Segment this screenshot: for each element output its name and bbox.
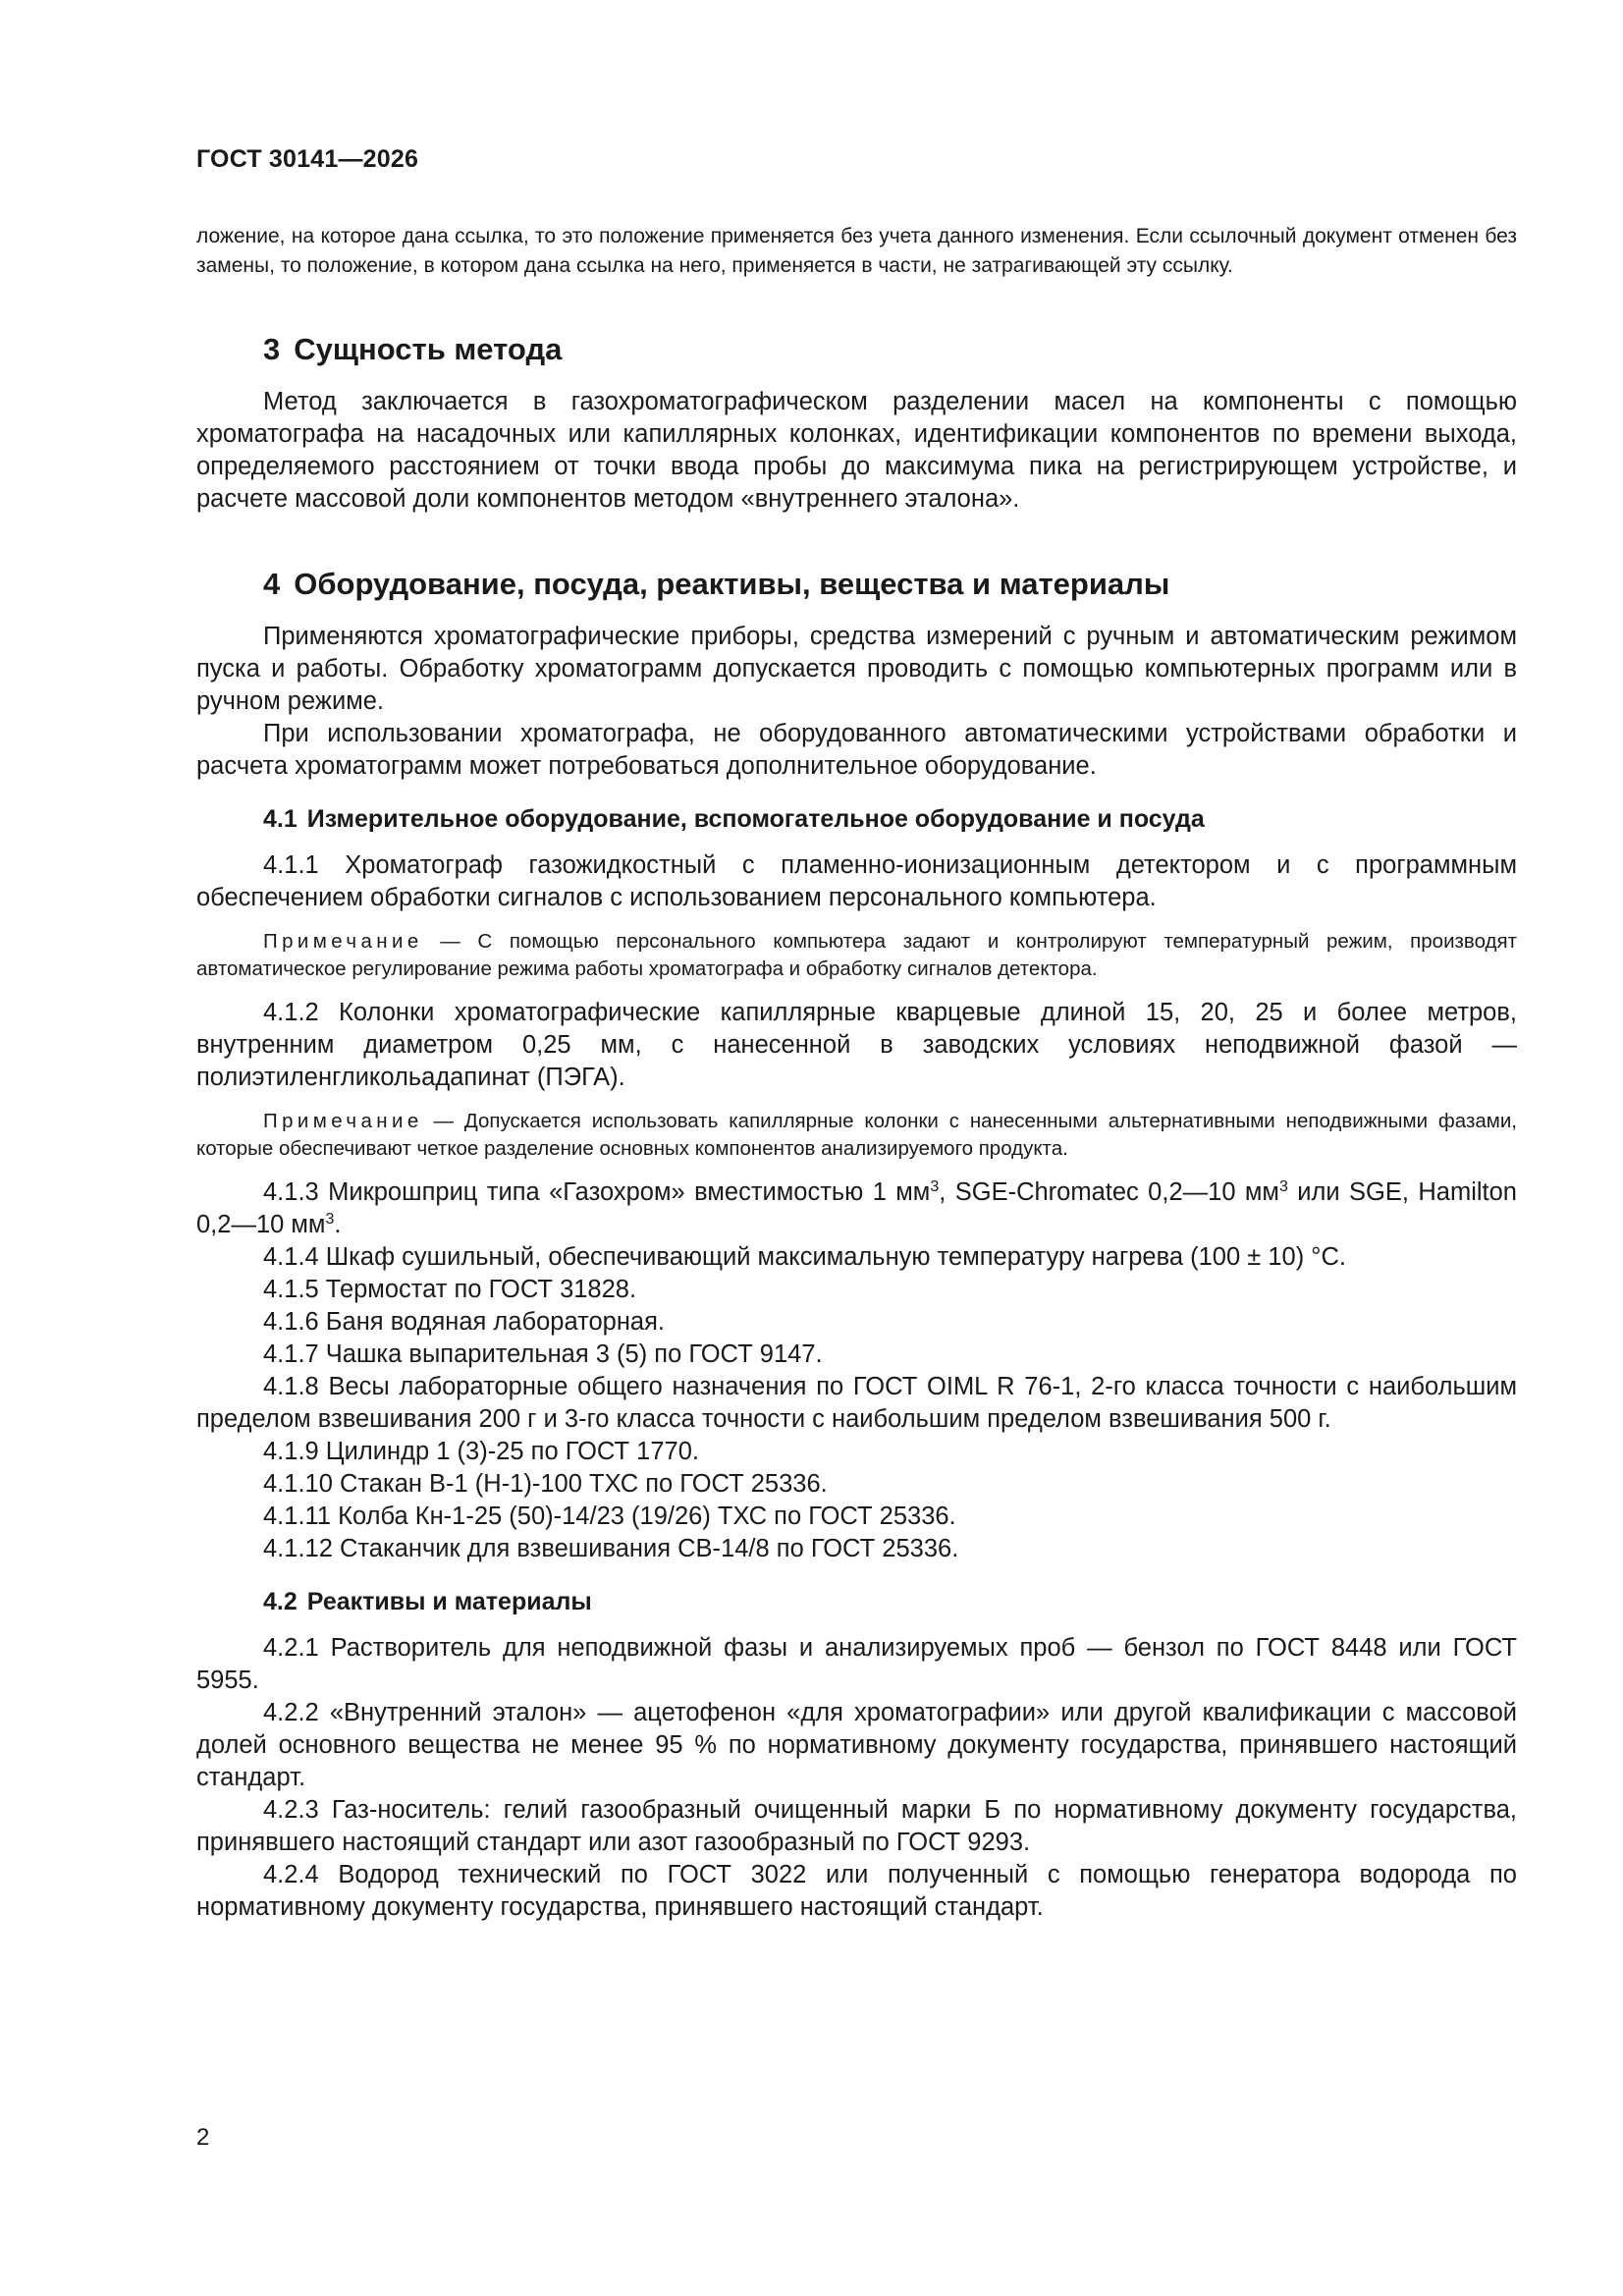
subsection-number: 4.1 [263, 805, 298, 833]
intro-paragraph: ложение, на которое дана ссылка, то это положение применяется без учета данного изменения. Если ссылочный документ отменен без замены, то положение, в котором дана ссылка на него, применяется в части, не затрагивающей эту ссылку. [196, 225, 1517, 277]
section-4-heading [263, 567, 1517, 602]
item-4-1-8: 4.1.8 Весы лабораторные общего назначения по ГОСТ OIML R 76-1, 2-го класса точности с наибольшим пределом взвешивания 200 г и 3-го класса точности с наибольшим пределом взвешивания 500 г. [196, 1373, 1517, 1433]
note-2 [196, 1108, 1517, 1163]
item-4-2-4: 4.2.4 Водород технический по ГОСТ 3022 или полученный с помощью генератора водорода по нормативному документу государства, принявшего настоящий стандарт. [196, 1861, 1517, 1921]
item-text: , SGE-Chromatec 0,2—10 мм [939, 1178, 1279, 1206]
item-text: 4.1.3 Микрошприц типа «Газохром» вместимостью 1 мм [263, 1178, 931, 1206]
item-4-1-4: 4.1.4 Шкаф сушильный, обеспечивающий максимальную температуру нагрева (100 ± 10) °С. [263, 1243, 1346, 1271]
section-3-heading [263, 332, 1517, 367]
note-label: Примечание [263, 930, 423, 953]
item-4-1-12: 4.1.12 Стаканчик для взвешивания СВ-14/8 по ГОСТ 25336. [263, 1535, 959, 1562]
item-4-1-9: 4.1.9 Цилиндр 1 (3)-25 по ГОСТ 1770. [263, 1438, 699, 1465]
section-number: 4 [263, 567, 281, 601]
section-4-paragraph-1: Применяются хроматографические приборы, средства измерений с ручным и автоматическим режимом пуска и работы. Обработку хроматограмм допускается проводить с помощью компьютерных программ или в ручном режиме. [196, 623, 1517, 715]
item-4-1-11: 4.1.11 Колба Кн-1-25 (50)-14/23 (19/26) ТХС по ГОСТ 25336. [263, 1503, 956, 1530]
superscript: 3 [930, 1178, 940, 1195]
document-body [196, 222, 1517, 1924]
superscript: 3 [325, 1211, 335, 1228]
subsection-number: 4.2 [263, 1588, 298, 1615]
note-1 [196, 928, 1517, 983]
item-text: . [334, 1211, 342, 1238]
page-number: 2 [196, 2124, 210, 2151]
item-4-2-2: 4.2.2 «Внутренний эталон» — ацетофенон «для хроматографии» или другой квалификации с массовой долей основного вещества не менее 95 % по нормативному документу государства, принявшего настоящий стандарт. [196, 1699, 1517, 1791]
section-3-paragraph: Метод заключается в газохроматографическом разделении масел на компоненты с помощью хроматографа на насадочных или капиллярных колонках, идентификации компонентов по времени выхода, определяемого расстоянием от точки ввода пробы до максимума пика на регистрирующем устройстве, и расчете массовой доли компонентов методом «внутреннего эталона». [196, 388, 1517, 513]
item-text: или SGE, Hamilton 0,2—10 мм [196, 1178, 1517, 1238]
superscript: 3 [1278, 1178, 1288, 1195]
item-4-1-6: 4.1.6 Баня водяная лабораторная. [263, 1308, 665, 1336]
subsection-title: Измерительное оборудование, вспомогательное оборудование и посуда [306, 805, 1205, 833]
section-4-paragraph-2: При использовании хроматографа, не оборудованного автоматическими устройствами обработки и расчета хроматограмм может потребоваться дополнительное оборудование. [196, 720, 1517, 780]
item-4-1-2: 4.1.2 Колонки хроматографические капиллярные кварцевые длиной 15, 20, 25 и более метров, внутренним диаметром 0,25 мм, с нанесенной в заводских условиях неподвижной фазой — полиэтиленгликольадапинат (ПЭГА). [196, 999, 1517, 1091]
item-4-2-1: 4.2.1 Растворитель для неподвижной фазы и анализируемых проб — бензол по ГОСТ 8448 или ГОСТ 5955. [196, 1634, 1517, 1694]
item-4-1-5: 4.1.5 Термостат по ГОСТ 31828. [263, 1276, 637, 1303]
document-page [196, 0, 1517, 2296]
subsection-4-2-heading [263, 1587, 1517, 1616]
item-4-1-1: 4.1.1 Хроматограф газожидкостный с пламенно-ионизационным детектором и с программным обеспечением обработки сигналов с использованием персонального компьютера. [196, 851, 1517, 911]
item-4-2-3: 4.2.3 Газ-носитель: гелий газообразный очищенный марки Б по нормативному документу государства, принявшего настоящий стандарт или азот газообразный по ГОСТ 9293. [196, 1796, 1517, 1856]
section-title: Оборудование, посуда, реактивы, вещества и материалы [294, 567, 1170, 601]
subsection-title: Реактивы и материалы [306, 1588, 592, 1615]
item-4-1-10: 4.1.10 Стакан В-1 (Н-1)-100 ТХС по ГОСТ 25336. [263, 1470, 828, 1498]
item-4-1-7: 4.1.7 Чашка выпарительная 3 (5) по ГОСТ 9147. [263, 1340, 823, 1368]
note-text: — С помощью персонального компьютера задают и контролируют температурный режим, производят автоматическое регулирование режима работы хроматографа и обработку сигналов детектора. [196, 930, 1517, 980]
document-header: ГОСТ 30141—2026 [196, 145, 419, 173]
item-4-1-3 [196, 1176, 1517, 1241]
note-text: — Допускается использовать капиллярные колонки с нанесенными альтернативными неподвижными фазами, которые обеспечивают четкое разделение основных компонентов анализируемого продукта. [196, 1110, 1517, 1160]
subsection-4-1-heading [263, 804, 1517, 834]
note-label: Примечание [263, 1110, 423, 1132]
section-title: Сущность метода [294, 332, 563, 366]
section-number: 3 [263, 332, 281, 366]
